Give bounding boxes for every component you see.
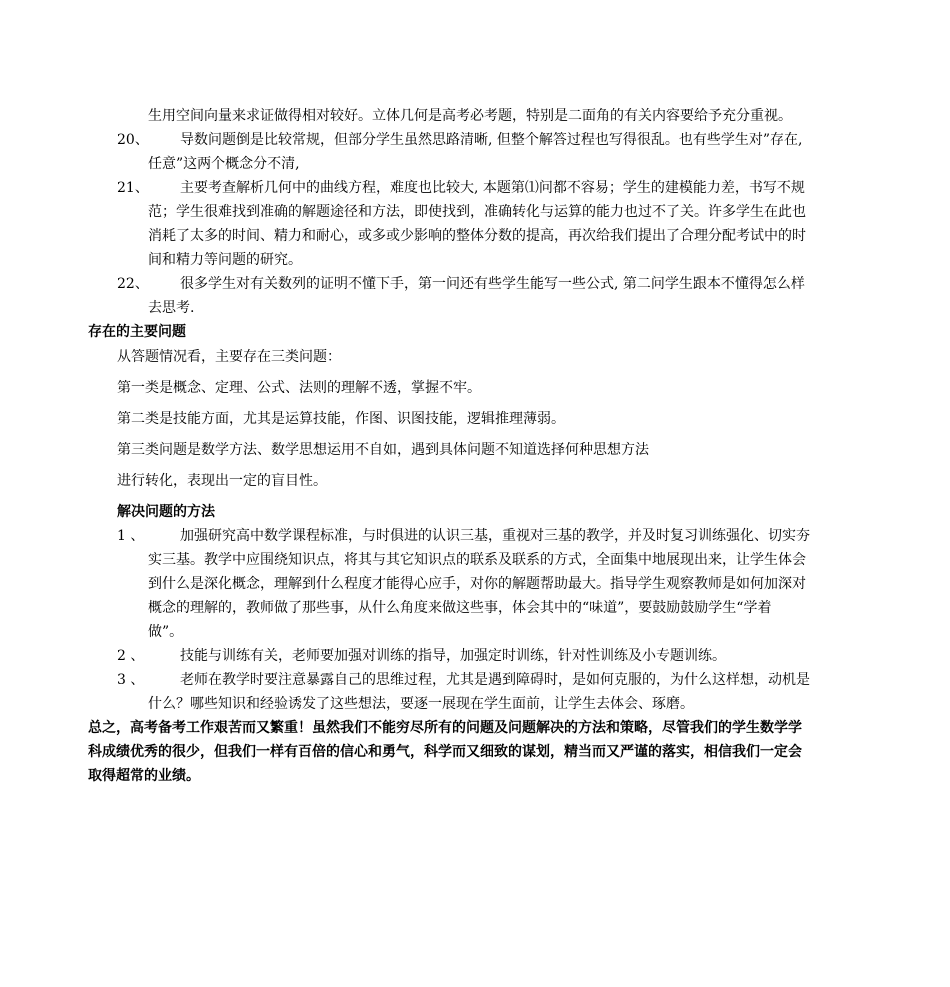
solutions-heading: 解决问题的方法 [117, 504, 215, 520]
problems-intro: 从答题情况看，主要存在三类问题： [117, 349, 341, 365]
problem-category-3: 第三类问题是数学方法、数学思想运用不自如，遇到具体问题不知道选择何种思想方法 [117, 442, 649, 458]
item-22-line-2: 去思考. [148, 300, 195, 316]
solution-1-line-1: 加强研究高中数学课程标准，与时俱进的认识三基，重视对三基的教学，并及时复习训练强化、切实夯 [180, 528, 810, 544]
item-21-line-4: 间和精力等问题的研究。 [148, 252, 302, 268]
problem-category-3-cont: 进行转化，表现出一定的盲目性。 [117, 473, 327, 489]
solution-3-line-2: 什么？哪些知识和经验诱发了这些想法，要逐一展现在学生面前，让学生去体会、琢磨。 [148, 696, 694, 712]
item-21-line-3: 消耗了太多的时间、精力和耐心，或多或少影响的整体分数的提高，再次给我们提出了合理分配考试中的时 [148, 228, 806, 244]
problem-category-1: 第一类是概念、定理、公式、法则的理解不透，掌握不牢。 [117, 380, 481, 396]
item-20-line-1: 导数问题倒是比较常规，但部分学生虽然思路清晰, 但整个解答过程也写得很乱。也有些学生对”存在, [180, 132, 803, 148]
item-21-line-2: 范；学生很难找到准确的解题途径和方法，即使找到，准确转化与运算的能力也过不了关。许多学生在此也 [148, 204, 806, 220]
solution-1-line-5: 做”。 [148, 624, 184, 640]
solution-3-line-1: 老师在教学时要注意暴露自己的思维过程，尤其是遇到障碍时，是如何克服的，为什么这样想，动机是 [180, 672, 810, 688]
item-20-number: 20、 [117, 132, 149, 148]
conclusion-line-3: 取得超常的业绩。 [88, 768, 200, 784]
main-problems-heading: 存在的主要问题 [88, 324, 186, 340]
solution-3-number: 3 、 [117, 672, 145, 688]
solution-1-line-2: 实三基。教学中应围绕知识点，将其与其它知识点的联系及联系的方式，全面集中地展现出来，让学生体会 [148, 552, 806, 568]
solution-1-line-3: 到什么是深化概念，理解到什么程度才能得心应手，对你的解题帮助最大。指导学生观察教师是如何加深对 [148, 576, 806, 592]
item-22-line-1: 很多学生对有关数列的证明不懂下手，第一问还有些学生能写一些公式, 第二问学生跟本不懂得怎么样 [180, 276, 805, 292]
solution-1-number: 1 、 [117, 528, 145, 544]
conclusion-line-2: 科成绩优秀的很少，但我们一样有百倍的信心和勇气，科学而又细致的谋划，精当而又严谨的落实，相信我们一定会 [88, 744, 802, 760]
solution-2-line-1: 技能与训练有关，老师要加强对训练的指导，加强定时训练，针对性训练及小专题训练。 [180, 648, 726, 664]
item-21-line-1: 主要考查解析几何中的曲线方程，难度也比较大, 本题第⑴问都不容易；学生的建模能力差，书写不规 [180, 180, 805, 196]
conclusion-line-1: 总之，高考备考工作艰苦而又繁重！虽然我们不能穷尽所有的问题及问题解决的方法和策略，尽管我们的学生数学学 [88, 720, 802, 736]
item-20-line-2: 任意”这两个概念分不清, [148, 156, 300, 172]
solution-1-line-4: 概念的理解的，教师做了那些事，从什么角度来做这些事，体会其中的“味道”，要鼓励鼓励学生“学着 [148, 600, 772, 616]
item-19-cont-line: 生用空间向量来求证做得相对较好。立体几何是高考必考题，特别是二面角的有关内容要给予充分重视。 [148, 108, 792, 124]
solution-2-number: 2 、 [117, 648, 145, 664]
problem-category-2: 第二类是技能方面，尤其是运算技能，作图、识图技能，逻辑推理薄弱。 [117, 411, 565, 427]
item-21-number: 21、 [117, 180, 149, 196]
item-22-number: 22、 [117, 276, 149, 292]
